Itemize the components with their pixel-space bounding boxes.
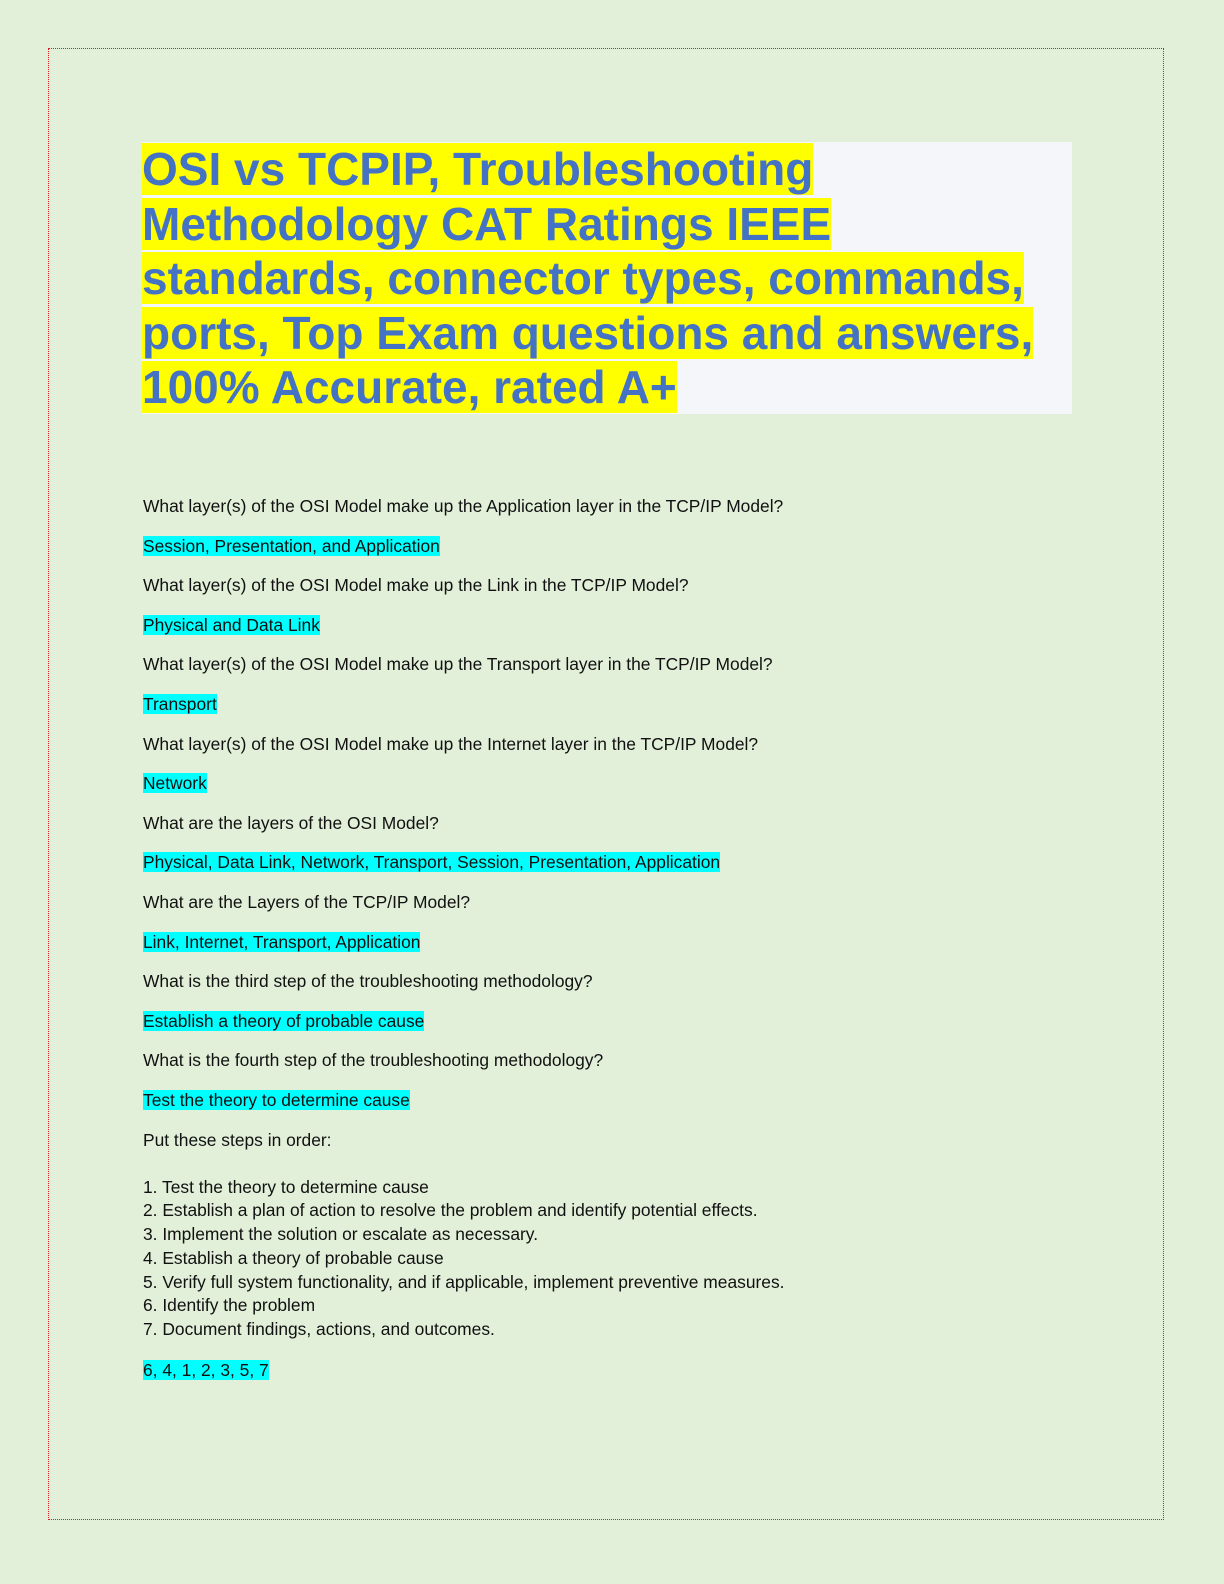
step-item: 6. Identify the problem (143, 1295, 316, 1316)
question: What are the Layers of the TCP/IP Model? (143, 891, 471, 912)
answer: Session, Presentation, and Application (143, 535, 440, 556)
question: What is the fourth step of the troubleshooting methodology? (143, 1050, 604, 1071)
step-item: 3. Implement the solution or escalate as necessary. (143, 1224, 539, 1245)
answer: 6, 4, 1, 2, 3, 5, 7 (143, 1360, 269, 1381)
question: What layer(s) of the OSI Model make up the Application layer in the TCP/IP Model? (143, 496, 784, 516)
step-item: 4. Establish a theory of probable cause (143, 1247, 444, 1268)
step-item: 5. Verify full system functionality, and if applicable, implement preventive measures. (143, 1271, 785, 1292)
answer: Link, Internet, Transport, Application (143, 931, 421, 952)
question: What layer(s) of the OSI Model make up the Internet layer in the TCP/IP Model? (143, 733, 759, 754)
answer: Transport (143, 693, 217, 714)
document-body (143, 494, 1123, 1398)
step-item: 1. Test the theory to determine cause (143, 1176, 429, 1197)
title-line: ports, Top Exam questions and answers, (142, 306, 1034, 359)
document-title (142, 142, 1072, 415)
answer: Test the theory to determine cause (143, 1089, 410, 1110)
question: What layer(s) of the OSI Model make up the Link in the TCP/IP Model? (143, 575, 689, 596)
title-block (142, 142, 1072, 414)
step-item: 7. Document findings, actions, and outcomes. (143, 1319, 495, 1340)
title-line: standards, connector types, commands, (142, 252, 1024, 304)
answer: Physical, Data Link, Network, Transport, Session, Presentation, Application (143, 852, 721, 873)
answer: Network (143, 773, 207, 794)
title-line: Methodology CAT Ratings IEEE (142, 197, 832, 250)
title-line: 100% Accurate, rated A+ (142, 361, 677, 413)
answer: Physical and Data Link (143, 614, 320, 635)
steps-list (143, 1176, 1123, 1343)
question: What layer(s) of the OSI Model make up the Transport layer in the TCP/IP Model? (143, 654, 773, 675)
title-line: OSI vs TCPIP, Troubleshooting (142, 143, 814, 195)
question: What are the layers of the OSI Model? (143, 812, 439, 833)
answer: Establish a theory of probable cause (143, 1010, 425, 1031)
question: What is the third step of the troubleshooting methodology? (143, 971, 593, 992)
step-item: 2. Establish a plan of action to resolve the problem and identify potential effects. (143, 1200, 758, 1221)
question: Put these steps in order: (143, 1129, 332, 1150)
